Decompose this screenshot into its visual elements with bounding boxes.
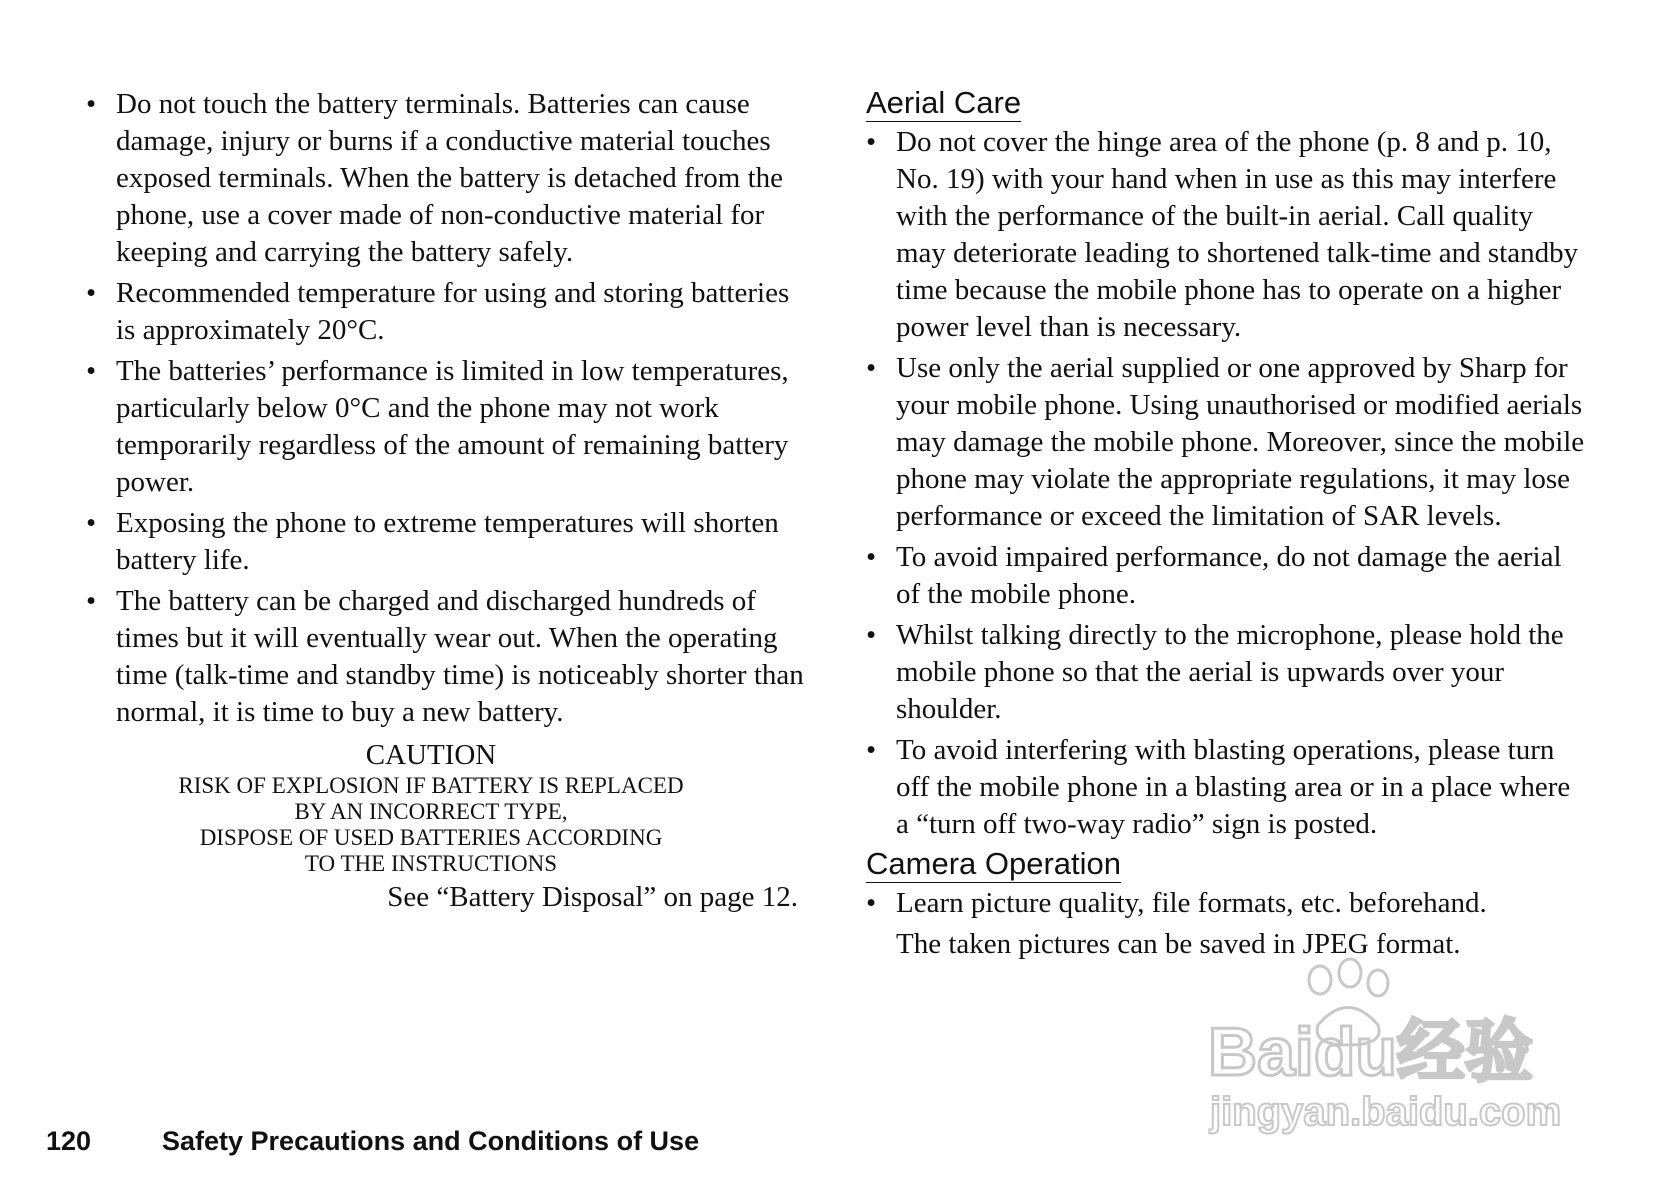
list-item: • Do not touch the battery terminals. Batteries can cause damage, injury or burns if a conductive material touches exposed terminals. When the battery is detached from the phone, use a cover made of non-conductive material for keeping and carrying the battery safely. (86, 88, 784, 268)
bullet-icon: • (866, 541, 877, 573)
bullet-icon: • (866, 734, 877, 766)
watermark-logo-text: Baidu经验 (1208, 1014, 1533, 1090)
bullet-icon: • (866, 887, 877, 919)
baidu-jingyan-watermark-logo (1200, 955, 1600, 1135)
battery-disposal-reference: See “Battery Disposal” on page 12. (387, 881, 798, 913)
bullet-icon: • (86, 507, 97, 539)
watermark-url-text: jingyan.baidu.com (1210, 1090, 1562, 1134)
camera-jpeg-note: The taken pictures can be saved in JPEG format. (896, 928, 1461, 960)
bullet-icon: • (86, 585, 97, 617)
caution-line: TO THE INSTRUCTIONS (304, 851, 558, 876)
camera-operation-bullet-list (866, 885, 1586, 922)
list-item: • To avoid impaired performance, do not damage the aerial of the mobile phone. (866, 541, 1562, 610)
caution-line: DISPOSE OF USED BATTERIES ACCORDING (199, 825, 663, 850)
caution-line: RISK OF EXPLOSION IF BATTERY IS REPLACED (178, 773, 684, 798)
list-item: • Do not cover the hinge area of the phone (p. 8 and p. 10, No. 19) with your hand when in use as this may interfere with the performance of the built-in aerial. Call quality may deteriorate leading to shortened talk-time and standby time because the mobile phone has to operate on a higher power level than is necessary. (866, 126, 1579, 343)
list-item: • The batteries’ performance is limited in low temperatures, particularly below 0°C and the phone may not work temporarily regardless of the amount of remaining battery power. (86, 355, 789, 498)
list-item: • Whilst talking directly to the microphone, please hold the mobile phone so that the aerial is upwards over your shoulder. (866, 619, 1564, 725)
bullet-icon: • (86, 277, 97, 309)
aerial-care-bullet-list (866, 124, 1586, 843)
list-item: • Recommended temperature for using and storing batteries is approximately 20°C. (86, 277, 790, 346)
right-column (866, 86, 1586, 963)
bullet-icon: • (86, 355, 97, 387)
page-number: 120 (46, 1126, 92, 1156)
list-item: • The battery can be charged and discharged hundreds of times but it will eventually wear out. When the operating time (talk-time and standby time) is noticeably shorter than normal, it is time to buy a new battery. (86, 585, 804, 728)
bullet-icon: • (866, 352, 877, 384)
caution-block (116, 737, 746, 877)
list-item: • Use only the aerial supplied or one approved by Sharp for your mobile phone. Using unauthorised or modified aerials may damage the mobile phone. Moreover, since the mobile phone may violate the appropriate regulations, it may lose performance or exceed the limitation of SAR levels. (866, 352, 1585, 532)
caution-line: BY AN INCORRECT TYPE, (294, 799, 568, 824)
footer-section-title: Safety Precautions and Conditions of Use (162, 1126, 700, 1156)
caution-title: CAUTION (365, 739, 497, 771)
list-item: • Exposing the phone to extreme temperatures will shorten battery life. (86, 507, 779, 576)
list-item: • To avoid interfering with blasting operations, please turn off the mobile phone in a blasting area or in a place where a “turn off two-way radio” sign is posted. (866, 734, 1571, 840)
bullet-icon: • (866, 126, 877, 158)
aerial-care-heading: Aerial Care (866, 85, 1022, 120)
bullet-icon: • (86, 88, 97, 120)
bullet-icon: • (866, 619, 877, 651)
camera-operation-heading: Camera Operation (866, 846, 1122, 881)
list-item: • Learn picture quality, file formats, etc. beforehand. (866, 885, 1586, 922)
page-footer (46, 1126, 699, 1157)
left-column (86, 86, 806, 917)
battery-bullet-list (86, 86, 806, 731)
